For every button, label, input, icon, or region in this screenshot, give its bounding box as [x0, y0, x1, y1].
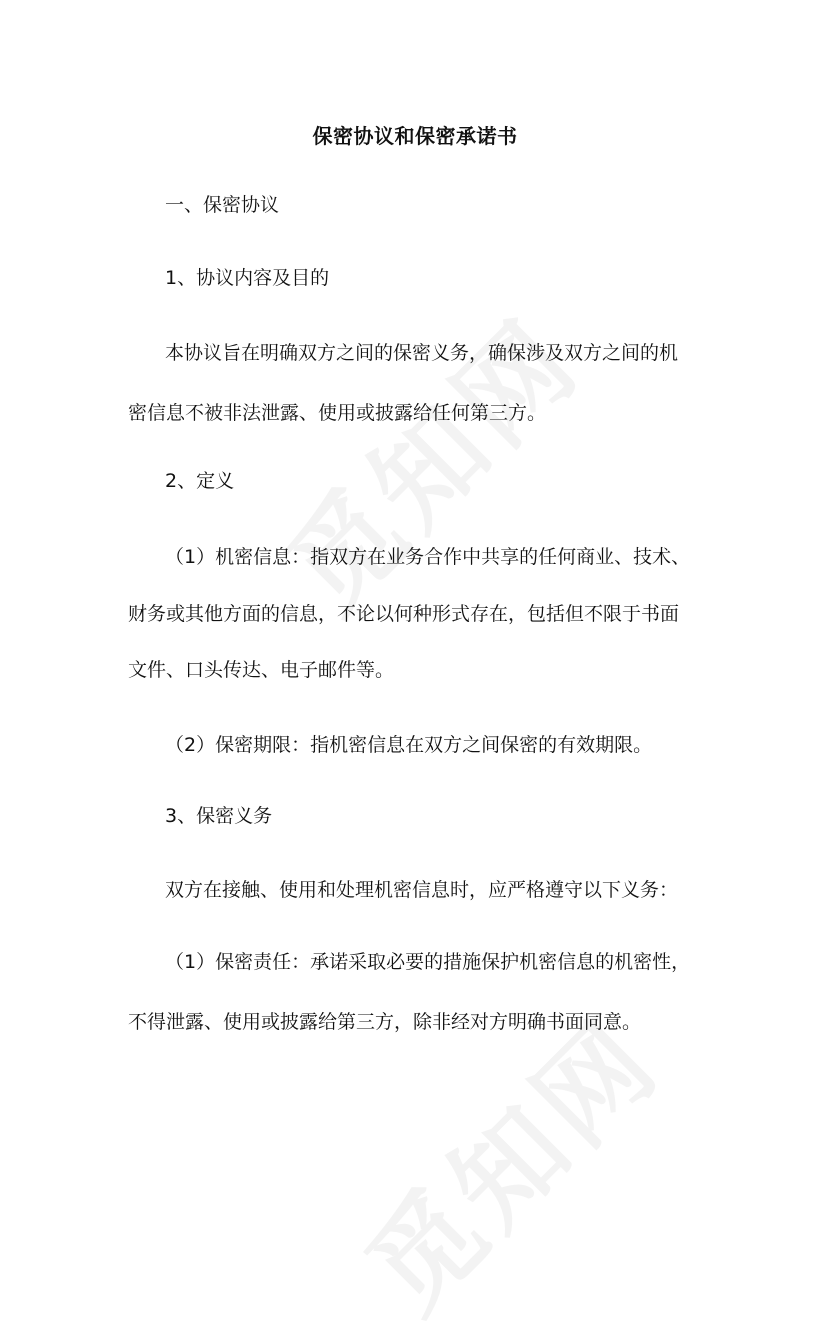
- subsection-heading: 3、保密义务: [165, 805, 273, 827]
- watermark: [246, 278, 608, 640]
- paragraph-line: 财务或其他方面的信息，不论以何种形式存在，包括但不限于书面: [128, 603, 680, 625]
- subsection-heading: 2、定义: [165, 470, 235, 492]
- paragraph-line: （1）机密信息：指双方在业务合作中共享的任何商业、技术、: [165, 546, 691, 568]
- subsection-heading: 1、协议内容及目的: [165, 267, 330, 289]
- paragraph-line: 文件、口头传达、电子邮件等。: [128, 659, 395, 681]
- document-title: 保密协议和保密承诺书: [312, 124, 518, 148]
- paragraph-line: （1）保密责任：承诺采取必要的措施保护机密信息的机密性，: [165, 951, 691, 973]
- paragraph-line: 双方在接触、使用和处理机密信息时，应严格遵守以下义务：: [165, 879, 679, 901]
- paragraph-line: 本协议旨在明确双方之间的保密义务，确保涉及双方之间的机: [165, 342, 679, 364]
- section-heading: 一、保密协议: [165, 194, 280, 216]
- paragraph-line: 不得泄露、使用或披露给第三方，除非经对方明确书面同意。: [128, 1011, 642, 1033]
- paragraph-line: 密信息不被非法泄露、使用或披露给任何第三方。: [128, 402, 547, 424]
- paragraph-line: （2）保密期限：指机密信息在双方之间保密的有效期限。: [165, 734, 653, 756]
